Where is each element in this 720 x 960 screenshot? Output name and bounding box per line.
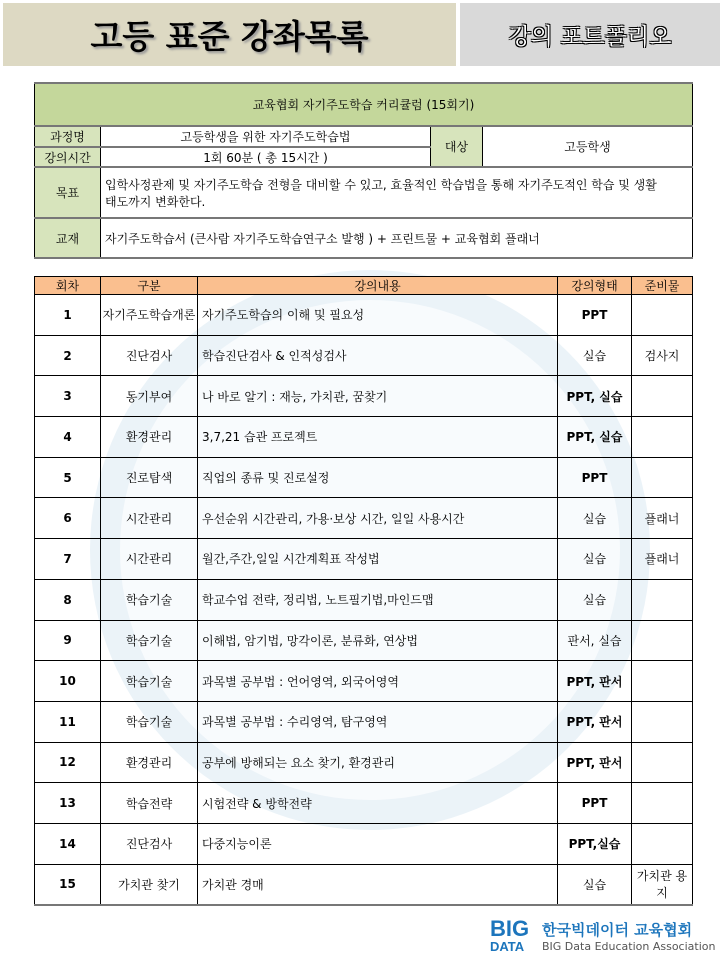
table-row xyxy=(35,335,693,376)
session-number: 13 xyxy=(35,783,101,824)
session-number: 9 xyxy=(35,620,101,661)
lecture-format: 판서, 실습 xyxy=(558,620,632,661)
target-value: 고등학생 xyxy=(483,126,693,167)
lecture-content: 우선순위 시간관리, 가용·보상 시간, 일일 사용시간 xyxy=(198,498,558,539)
category: 가치관 찾기 xyxy=(101,864,198,905)
course-value: 고등학생을 위한 자기주도학습법 xyxy=(101,126,431,147)
materials xyxy=(632,661,693,702)
lecture-format: PPT xyxy=(558,295,632,336)
lecture-content: 자기주도학습의 이해 및 필요성 xyxy=(198,295,558,336)
materials xyxy=(632,457,693,498)
lecture-format: PPT xyxy=(558,783,632,824)
table-row xyxy=(35,742,693,783)
category: 학습기술 xyxy=(101,701,198,742)
lecture-format: PPT xyxy=(558,457,632,498)
lecture-format: 실습 xyxy=(558,539,632,580)
category: 동기부여 xyxy=(101,376,198,417)
session-number: 10 xyxy=(35,661,101,702)
table-row xyxy=(35,783,693,824)
session-number: 3 xyxy=(35,376,101,417)
session-number: 12 xyxy=(35,742,101,783)
table-row xyxy=(35,864,693,905)
materials: 검사지 xyxy=(632,335,693,376)
table-row xyxy=(35,661,693,702)
lecture-format: PPT, 판서 xyxy=(558,661,632,702)
col-header-category: 구분 xyxy=(101,277,198,295)
category: 학습기술 xyxy=(101,661,198,702)
materials xyxy=(632,579,693,620)
category: 환경관리 xyxy=(101,742,198,783)
session-number: 8 xyxy=(35,579,101,620)
book-value: 자기주도학습서 (큰사람 자기주도학습연구소 발행 ) + 프린트물 + 교육협회 플래너 xyxy=(101,218,693,258)
lecture-format: 실습 xyxy=(558,335,632,376)
session-number: 15 xyxy=(35,864,101,905)
page-subtitle: 강의 포트폴리오 xyxy=(460,3,720,66)
table-row xyxy=(35,579,693,620)
lecture-format: PPT, 실습 xyxy=(558,376,632,417)
table-row xyxy=(35,823,693,864)
session-number: 7 xyxy=(35,539,101,580)
category: 진단검사 xyxy=(101,823,198,864)
materials xyxy=(632,742,693,783)
course-schedule-table xyxy=(34,276,693,906)
target-label: 대상 xyxy=(431,126,483,167)
materials: 플래너 xyxy=(632,498,693,539)
lecture-format: PPT, 판서 xyxy=(558,742,632,783)
materials xyxy=(632,295,693,336)
category: 시간관리 xyxy=(101,498,198,539)
lecture-content: 학습진단검사 & 인적성검사 xyxy=(198,335,558,376)
lecture-format: PPT,실습 xyxy=(558,823,632,864)
organization-logo xyxy=(490,918,715,953)
goal-label: 목표 xyxy=(35,167,101,218)
curriculum-heading: 교육협회 자기주도학습 커리큘럼 (15회기) xyxy=(35,83,693,126)
materials xyxy=(632,823,693,864)
lecture-format: 실습 xyxy=(558,498,632,539)
lecture-format: PPT, 실습 xyxy=(558,417,632,458)
course-label: 과정명 xyxy=(35,126,101,147)
lecture-content: 3,7,21 습관 프로젝트 xyxy=(198,417,558,458)
category: 환경관리 xyxy=(101,417,198,458)
materials xyxy=(632,620,693,661)
lecture-content: 다중지능이론 xyxy=(198,823,558,864)
category: 학습기술 xyxy=(101,579,198,620)
lecture-content: 학교수업 전략, 정리법, 노트필기법,마인드맵 xyxy=(198,579,558,620)
logo-mark-top: BIG xyxy=(490,916,530,941)
table-row xyxy=(35,295,693,336)
time-label: 강의시간 xyxy=(35,147,101,167)
lecture-content: 직업의 종류 및 진로설정 xyxy=(198,457,558,498)
table-row xyxy=(35,701,693,742)
col-header-content: 강의내용 xyxy=(198,277,558,295)
materials xyxy=(632,783,693,824)
book-label: 교재 xyxy=(35,218,101,258)
category: 자기주도학습개론 xyxy=(101,295,198,336)
col-header-session: 회차 xyxy=(35,277,101,295)
goal-value: 입학사정관제 및 자기주도학습 전형을 대비할 수 있고, 효율적인 학습법을 통해 자기주도적인 학습 및 생활태도까지 변화한다. xyxy=(101,167,693,218)
materials: 가치관 용지 xyxy=(632,864,693,905)
materials xyxy=(632,376,693,417)
lecture-content: 나 바로 알기 : 재능, 가치관, 꿈찾기 xyxy=(198,376,558,417)
table-row xyxy=(35,620,693,661)
table-row xyxy=(35,376,693,417)
table-row xyxy=(35,539,693,580)
lecture-content: 시험전략 & 방학전략 xyxy=(198,783,558,824)
lecture-content: 가치관 경매 xyxy=(198,864,558,905)
session-number: 5 xyxy=(35,457,101,498)
col-header-materials: 준비물 xyxy=(632,277,693,295)
materials: 플래너 xyxy=(632,539,693,580)
lecture-format: PPT, 판서 xyxy=(558,701,632,742)
category: 진단검사 xyxy=(101,335,198,376)
category: 진로탐색 xyxy=(101,457,198,498)
time-value: 1회 60분 ( 총 15시간 ) xyxy=(101,147,431,167)
lecture-content: 과목별 공부법 : 수리영역, 탐구영역 xyxy=(198,701,558,742)
category: 학습전략 xyxy=(101,783,198,824)
materials xyxy=(632,417,693,458)
session-number: 14 xyxy=(35,823,101,864)
org-name-korean: 한국빅데이터 교육협회 xyxy=(542,920,693,939)
session-number: 2 xyxy=(35,335,101,376)
table-row xyxy=(35,457,693,498)
big-data-logo-mark xyxy=(490,918,536,953)
lecture-content: 월간,주간,일일 시간계획표 작성법 xyxy=(198,539,558,580)
logo-mark-bottom: DATA xyxy=(490,939,525,954)
lecture-content: 공부에 방해되는 요소 찾기, 환경관리 xyxy=(198,742,558,783)
lecture-content: 이해법, 암기법, 망각이론, 분류화, 연상법 xyxy=(198,620,558,661)
table-row xyxy=(35,498,693,539)
session-number: 6 xyxy=(35,498,101,539)
session-number: 1 xyxy=(35,295,101,336)
lecture-format: 실습 xyxy=(558,579,632,620)
session-number: 11 xyxy=(35,701,101,742)
lecture-format: 실습 xyxy=(558,864,632,905)
org-name-english: BIG Data Education Association xyxy=(542,939,716,953)
session-number: 4 xyxy=(35,417,101,458)
course-info-table xyxy=(34,82,693,259)
lecture-content: 과목별 공부법 : 언어영역, 외국어영역 xyxy=(198,661,558,702)
page-title: 고등 표준 강좌목록 xyxy=(3,3,456,66)
col-header-format: 강의형태 xyxy=(558,277,632,295)
category: 시간관리 xyxy=(101,539,198,580)
table-row xyxy=(35,417,693,458)
category: 학습기술 xyxy=(101,620,198,661)
materials xyxy=(632,701,693,742)
